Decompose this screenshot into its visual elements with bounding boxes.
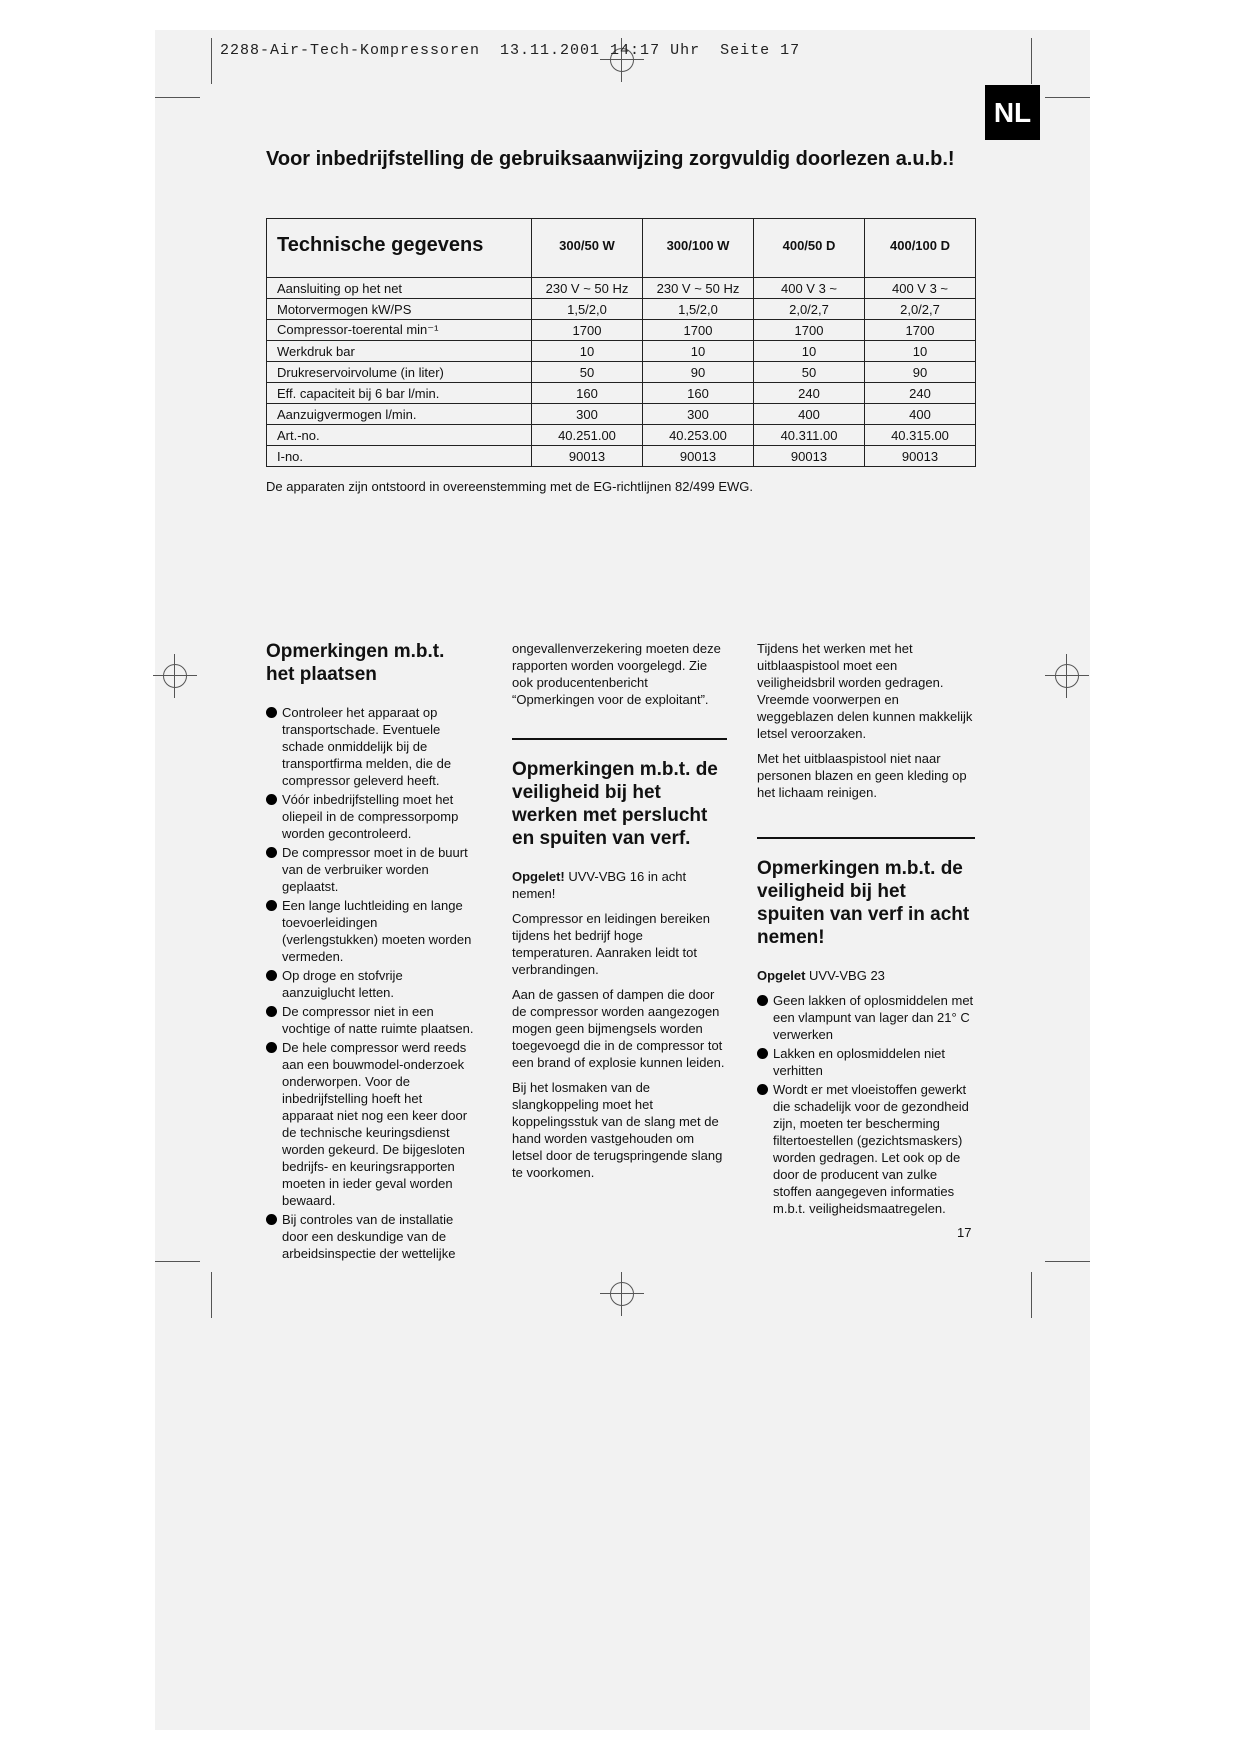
list-item: Lakken en oplosmiddelen niet verhitten [757,1045,975,1079]
cell: 40.315.00 [865,425,976,446]
bullet-icon [757,995,768,1006]
page-number: 17 [957,1225,972,1240]
table-row [267,383,976,404]
cell: 10 [865,341,976,362]
crop-mark [1031,1272,1032,1318]
row-label: Compressor-toerental min⁻¹ [267,320,532,341]
cell: 400 [754,404,865,425]
table-row [267,404,976,425]
cell: 230 V ~ 50 Hz [532,278,643,299]
bullet-icon [266,1214,277,1225]
cell: 1700 [532,320,643,341]
main-heading: Voor inbedrijfstelling de gebruiksaanwijzing zorgvuldig doorlezen a.u.b.! [266,148,955,170]
crop-mark [1031,38,1032,84]
list-item: Op droge en stofvrije aanzuiglucht letten. [266,967,476,1001]
cell: 400 V 3 ~ [865,278,976,299]
bullet-icon [266,847,277,858]
list-item: Bij controles van de installatie door een deskundige van de arbeidsinspectie der wettelijke [266,1211,476,1262]
row-label: Aansluiting op het net [267,278,532,299]
cell: 300 [532,404,643,425]
crop-mark [1045,1261,1090,1262]
row-label: Motorvermogen kW/PS [267,299,532,320]
cell: 300 [643,404,754,425]
cell: 10 [643,341,754,362]
row-label: I-no. [267,446,532,467]
crop-mark [155,1261,200,1262]
bullet-icon [757,1084,768,1095]
section-divider [512,738,727,740]
section-divider [757,837,975,839]
cell: 240 [865,383,976,404]
model-header: 300/100 W [643,219,754,272]
paragraph: Aan de gassen of dampen die door de compressor worden aangezogen mogen geen bijmengsels worden toegevoegd die in de compressor tot een brand of explosie kunnen leiden. [512,987,725,1070]
cell: 40.311.00 [754,425,865,446]
row-label: Aanzuigvermogen l/min. [267,404,532,425]
bullet-icon [266,1042,277,1053]
registration-mark-icon [153,654,197,698]
cell: 1700 [865,320,976,341]
language-badge: NL [985,85,1040,140]
paragraph: Compressor en leidingen bereiken tijdens het bedrijf hoge temperaturen. Aanraken leidt tot verbrandingen. [512,911,711,977]
table-row [267,362,976,383]
table-row [267,425,976,446]
cell: 1,5/2,0 [643,299,754,320]
table-row [267,446,976,467]
model-header: 400/50 D [754,219,865,272]
notice-text: UVV-VBG 16 in acht nemen! [512,869,687,901]
section-heading: Opmerkingen m.b.t. de veiligheid bij het spuiten van verf in acht nemen! [757,858,970,948]
row-label: Werkdruk bar [267,341,532,362]
cell: 10 [532,341,643,362]
cell: 230 V ~ 50 Hz [643,278,754,299]
bullet-icon [266,1006,277,1017]
list-item: De hele compressor werd reeds aan een bouwmodel-onderzoek onderworpen. Voor de inbedrijfstelling hoeft het apparaat niet nog een keer door de technische keuringsdienst worden gekeurd. De bijgesloten bedrijfs- en keuringsrapporten moeten in ieder geval worden bewaard. [266,1039,476,1209]
list-item: Wordt er met vloeistoffen gewerkt die schadelijk voor de gezondheid zijn, moeten ter bescherming filtertoestellen (gezichtsmaskers) worden gedragen. Let ook op de door de producent van zulke stoffen aangegeven informaties m.b.t. veiligheidsmaatregelen. [757,1081,975,1217]
notice-text: UVV-VBG 23 [809,968,885,983]
list-item: Een lange luchtleiding en lange toevoerleidingen (verlengstukken) moeten worden vermeden. [266,897,476,965]
notice-label: Opgelet! [512,869,565,884]
registration-mark-icon [600,1272,644,1316]
cell: 90013 [532,446,643,467]
column-safety-air [512,640,727,1189]
cell: 40.253.00 [643,425,754,446]
column-placement [266,640,476,1264]
cell: 400 [865,404,976,425]
model-header: 300/50 W [532,219,643,272]
cell: 160 [643,383,754,404]
section-heading: Opmerkingen m.b.t. het plaatsen [266,641,445,685]
cell: 2,0/2,7 [754,299,865,320]
row-label: Drukreservoirvolume (in liter) [267,362,532,383]
table-row [267,320,976,341]
bullet-icon [266,900,277,911]
list-item: Controleer het apparaat op transportschade. Eventuele schade onmiddelijk bij de transportfirma melden, die de compressor geleverd heeft. [266,704,476,789]
crop-mark [211,38,212,84]
cell: 400 V 3 ~ [754,278,865,299]
crop-mark [1045,97,1090,98]
model-header: 400/100 D [865,219,976,272]
row-label: Eff. capaciteit bij 6 bar l/min. [267,383,532,404]
bullet-icon [266,970,277,981]
cell: 2,0/2,7 [865,299,976,320]
table-row [267,341,976,362]
list-item: De compressor moet in de buurt van de verbruiker worden geplaatst. [266,844,476,895]
paragraph: ongevallenverzekering moeten deze rapporten worden voorgelegd. Zie ook producentenbericht “Opmerkingen voor de exploitant”. [512,641,721,707]
cell: 50 [532,362,643,383]
paragraph: Bij het losmaken van de slangkoppeling moet het koppelingsstuk van de slang met de hand worden vastgehouden om letsel door de terugspringende slang te voorkomen. [512,1080,723,1180]
list-item: Vóór inbedrijfstelling moet het oliepeil in de compressorpomp worden gecontroleerd. [266,791,476,842]
table-title: Technische gegevens [277,233,484,256]
cell: 50 [754,362,865,383]
print-header: 2288-Air-Tech-Kompressoren 13.11.2001 14:17 Uhr Seite 17 [220,42,801,59]
row-label: Art.-no. [267,425,532,446]
crop-mark [211,1272,212,1318]
bullet-icon [266,794,277,805]
column-safety-paint [757,640,975,1219]
bullet-icon [757,1048,768,1059]
paragraph: Tijdens het werken met het uitblaaspistool moet een veiligheidsbril worden gedragen. Vreemde voorwerpen en weggeblazen delen kunnen makkelijk letsel veroorzaken. [757,641,973,741]
cell: 1,5/2,0 [532,299,643,320]
bullet-icon [266,707,277,718]
table-row [267,299,976,320]
notice [512,868,727,902]
list-item: De compressor niet in een vochtige of natte ruimte plaatsen. [266,1003,476,1037]
paragraph: Met het uitblaaspistool niet naar personen blazen en geen kleding op het lichaam reinigen. [757,751,967,800]
registration-mark-icon [1045,654,1089,698]
cell: 1700 [643,320,754,341]
list-item: Geen lakken of oplosmiddelen met een vlampunt van lager dan 21° C verwerken [757,992,975,1043]
notice-label: Opgelet [757,968,806,983]
cell: 1700 [754,320,865,341]
cell: 160 [532,383,643,404]
cell: 10 [754,341,865,362]
cell: 240 [754,383,865,404]
cell: 90013 [643,446,754,467]
cell: 90 [865,362,976,383]
table-row [267,278,976,299]
crop-mark [155,97,200,98]
cell: 90013 [865,446,976,467]
table-title-cell [267,219,532,272]
cell: 40.251.00 [532,425,643,446]
bullet-list [266,704,476,1262]
section-heading: Opmerkingen m.b.t. de veiligheid bij het werken met perslucht en spuiten van verf. [512,759,718,849]
technical-data-table [266,218,976,467]
bullet-list [757,992,975,1217]
ewg-note: De apparaten zijn ontstoord in overeenstemming met de EG-richtlijnen 82/499 EWG. [266,479,754,494]
cell: 90 [643,362,754,383]
notice [757,967,975,984]
cell: 90013 [754,446,865,467]
